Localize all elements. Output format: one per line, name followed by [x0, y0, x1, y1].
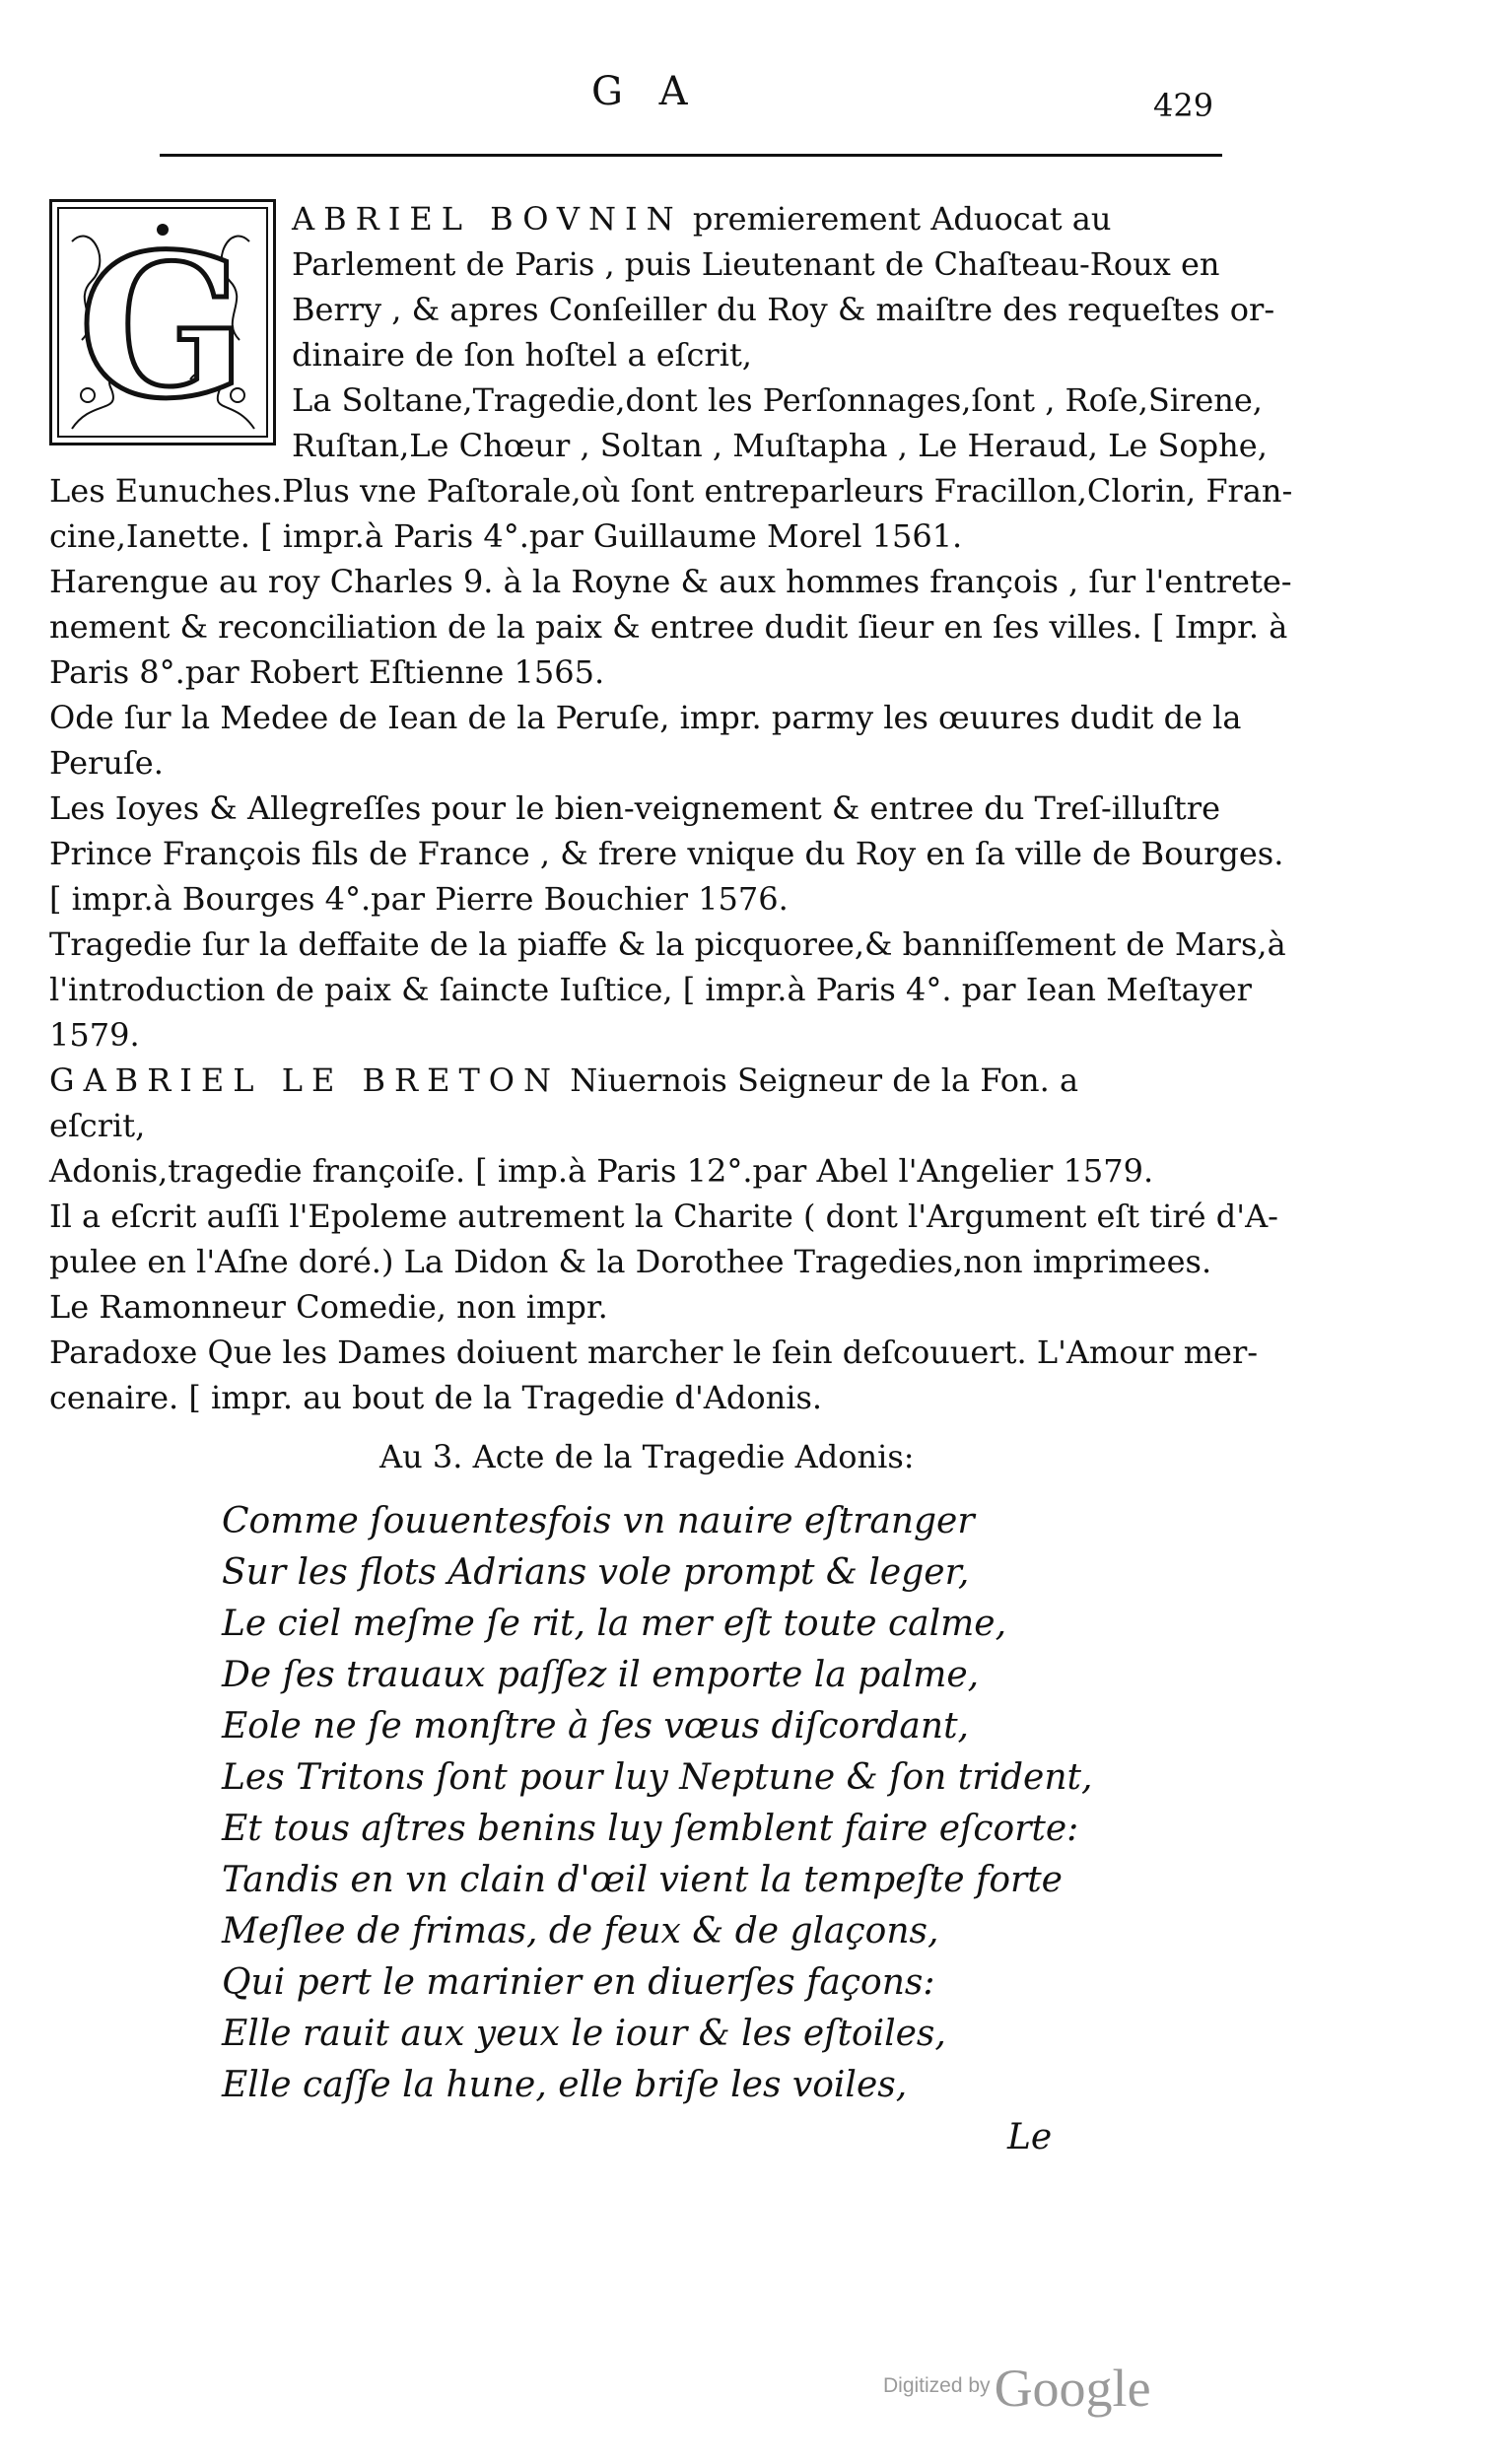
text-line: eſcrit,: [49, 1107, 146, 1144]
drop-cap-letter: G: [78, 211, 247, 443]
text-line: Ode ſur la Medee de Iean de la Peruſe, impr. parmy les œuures dudit de la: [49, 699, 1242, 736]
text-line: Berry , & apres Conſeiller du Roy & maiſtre des requeſtes or-: [292, 291, 1275, 328]
verse-line: Les Tritons ſont pour luy Neptune & ſon trident,: [222, 1757, 1093, 1798]
author-name-bovnin: ABRIEL BOVNIN: [292, 200, 683, 238]
verse-line: Le ciel meſme ſe rit, la mer eſt toute calme,: [222, 1604, 1007, 1644]
text-line: cenaire. [ impr. au bout de la Tragedie d'Adonis.: [49, 1379, 823, 1416]
ornamental-drop-cap-icon: [52, 202, 273, 443]
text-segment: Niuernois Seigneur de la Fon. a: [560, 1061, 1079, 1099]
text-line: Paradoxe Que les Dames doiuent marcher le ſein deſcouuert. L'Amour mer-: [49, 1334, 1259, 1371]
drop-cap: [49, 199, 276, 445]
text-line: nement & reconciliation de la paix & entree dudit ſieur en ſes villes. [ Impr. à: [49, 608, 1288, 646]
text-line: Peruſe.: [49, 744, 164, 782]
running-head: G A: [591, 69, 700, 114]
text-line: Les Ioyes & Allegreſſes pour le bien-veignement & entree du Treſ-illuſtre: [49, 789, 1221, 827]
catchword: Le: [1007, 2117, 1053, 2157]
text-line: cine,Ianette. [ impr.à Paris 4°.par Guillaume Morel 1561.: [49, 517, 963, 555]
verse-line: Sur les flots Adrians vole prompt & leger,: [222, 1552, 970, 1593]
verse-line: Elle caſſe la hune, elle briſe les voiles,: [222, 2065, 908, 2105]
verse-line: Meſlee de frimas, de feux & de glaçons,: [222, 1911, 939, 1951]
text-line: [ impr.à Bourges 4°.par Pierre Bouchier 1576.: [49, 880, 789, 918]
verse-line: Comme ſouuentesfois vn nauire eſtranger: [222, 1501, 975, 1541]
text-line: Il a eſcrit auſſi l'Epoleme autrement la Charite ( dont l'Argument eſt tiré d'A-: [49, 1198, 1278, 1235]
verse-heading: Au 3. Acte de la Tragedie Adonis:: [379, 1438, 915, 1475]
text-line: 1579.: [49, 1016, 140, 1054]
text-line: Ruſtan,Le Chœur , Soltan , Muſtapha , Le Heraud, Le Sophe,: [292, 427, 1268, 464]
text-line: Adonis,tragedie françoiſe. [ imp.à Paris 12°.par Abel l'Angelier 1579.: [49, 1152, 1154, 1190]
verse-line: Elle rauit aux yeux le iour & les eſtoiles,: [222, 2014, 946, 2054]
text-line: Parlement de Paris , puis Lieutenant de Chaſteau-Roux en: [292, 245, 1220, 283]
entry-breton-line: [49, 1062, 1078, 1098]
author-name-breton: GABRIEL LE BRETON: [49, 1061, 561, 1099]
text-line: Les Eunuches.Plus vne Paſtorale,où ſont entreparleurs Fracillon,Clorin, Fran-: [49, 472, 1293, 510]
watermark-prefix: Digitized by: [883, 2374, 991, 2397]
text-line: Prince François fils de France , & frere vnique du Roy en ſa ville de Bourges.: [49, 835, 1284, 872]
page-number: 429: [1153, 87, 1214, 124]
header-rule: [160, 154, 1222, 157]
text-line: Paris 8°.par Robert Eſtienne 1565.: [49, 653, 605, 691]
text-line: Le Ramonneur Comedie, non impr.: [49, 1288, 608, 1326]
text-segment: premierement Aduocat au: [682, 200, 1112, 238]
verse-line: Qui pert le marinier en diuerſes façons:: [222, 1962, 935, 2003]
verse-line: Eole ne ſe monſtre à ſes vœus diſcordant,: [222, 1706, 969, 1746]
text-line: l'introduction de paix & ſaincte Iuſtice, [ impr.à Paris 4°. par Iean Meſtayer: [49, 971, 1252, 1008]
verse-line: Tandis en vn clain d'œil vient la tempeſte forte: [222, 1860, 1063, 1900]
text-line: dinaire de ſon hoſtel a eſcrit,: [292, 336, 752, 374]
text-line: pulee en l'Aſne doré.) La Didon & la Dorothee Tragedies,non imprimees.: [49, 1243, 1212, 1280]
verse-line: Et tous aſtres benins luy ſemblent faire eſcorte:: [222, 1809, 1079, 1849]
verse-line: De ſes trauaux paſſez il emporte la palme,: [222, 1655, 980, 1695]
entry-bovnin-line: [292, 201, 1111, 237]
text-line: Harengue au roy Charles 9. à la Royne & aux hommes françois , ſur l'entrete-: [49, 563, 1292, 600]
google-logo: Google: [994, 2359, 1151, 2418]
text-line: Tragedie ſur la deffaite de la piaffe & la picquoree,& banniſſement de Mars,à: [49, 925, 1286, 963]
digitized-by-watermark: [883, 2358, 1151, 2419]
text-line: La Soltane,Tragedie,dont les Perſonnages,ſont , Roſe,Sirene,: [292, 381, 1263, 419]
